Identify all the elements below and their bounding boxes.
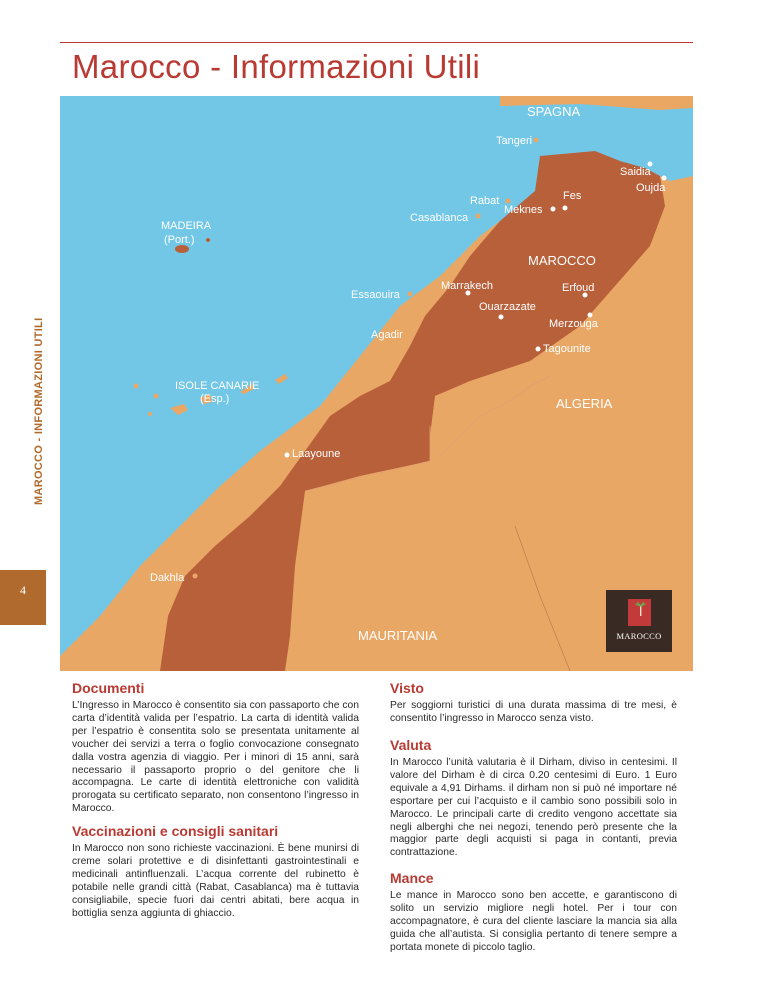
map-label-canarie-note: (Esp.) [200,393,230,405]
map-label-tagounite: Tagounite [543,343,591,355]
page-number: 4 [20,583,26,597]
section-text-documenti: L’Ingresso in Marocco è consentito sia con passaporto che con carta d’identità valida per l’espatrio. La carta di identità valida per l’espatrio è consentita solo se presentata unitamente al voucher dei servizi a terra o foglio convocazione consegnato dalla vostra agenzia di viaggio. Per i minori di 15 anni, sarà necessario il passaporto proprio o del genitore che li accompagna. Le carte di identità elettroniche con validità prorogata su certificato separato, non consentono l’ingresso in Marocco. [72,700,359,815]
map-label-agadir: Agadir [371,329,403,341]
map-graphic [60,96,693,671]
map-label-madeira-note: (Port.) [164,234,195,246]
section-visto [390,680,677,726]
map-label-spain: SPAGNA [527,104,581,119]
section-text-vaccinazioni: In Marocco non sono richieste vaccinazioni. È bene munirsi di creme solari protettive e di disinfettanti gastrointestinali e medicinali antinfluenzali. L’acqua corrente del rubinetto è potabile nelle grandi città (Rabat, Casablanca) ma è tuttavia consigliabile, specie fuori dai centri abitati, bere acqua in bottiglia senza aggiunta di ghiaccio. [72,843,359,919]
marocco-logo [606,590,672,652]
logo-wordmark: MAROCCO [616,631,662,641]
map-label-marrakech: Marrakech [441,280,493,292]
page-title: Marocco - Informazioni Utili [72,48,481,85]
map-label-saidia: Saidia [620,166,651,178]
section-documenti [72,680,359,816]
side-section-label: MAROCCO - INFORMAZIONI UTILI [33,317,45,505]
section-text-visto: Per soggiorni turistici di una durata massima di tre mesi, è consentito l’ingresso in Marocco senza visto. [390,700,677,724]
map-label-algeria: ALGERIA [556,396,613,411]
map-label-rabat: Rabat [470,195,500,207]
madeira-island [175,245,189,253]
map-label-meknes: Meknes [504,204,543,216]
map-label-dakhla: Dakhla [150,572,185,584]
section-title-documenti: Documenti [72,680,145,696]
section-valuta [390,737,677,860]
map-label-laayoune: Laayoune [292,448,341,460]
section-mance [390,870,677,955]
section-title-vaccinazioni: Vaccinazioni e consigli sanitari [72,823,279,839]
map-label-morocco: MAROCCO [528,253,596,268]
map-label-ouarzazate: Ouarzazate [479,301,536,313]
map-label-canarie: ISOLE CANARIE [175,380,260,392]
map-label-casablanca: Casablanca [410,212,469,224]
map-label-erfoud: Erfoud [562,282,595,294]
section-title-valuta: Valuta [390,737,432,753]
palm-icon [635,602,646,616]
morocco-map [60,96,693,671]
map-label-oujda: Oujda [636,182,666,194]
map-label-madeira: MADEIRA [161,220,212,232]
map-label-fes: Fes [563,190,582,202]
map-label-merzouga: Merzouga [549,318,598,330]
side-band [0,96,46,994]
top-rule [60,42,693,43]
section-text-valuta: In Marocco l’unità valutaria è il Dirham, diviso in centesimi. Il valore del Dirham è di circa 0.20 centesimi di Euro. 1 Euro equivale a 4,91 Dirhams. il dirham non si può né importare né esportare per cui l’acquisto e il cambio sono possibili solo in Marocco. Le principali carte di credito vengono accettate sia negli alberghi che nei negozi, tenendo però presente che la maggior parte degli acquisti si paga in contanti, previa contrattazione. [390,757,677,859]
section-title-visto: Visto [390,680,424,696]
map-label-mauritania: MAURITANIA [358,628,438,643]
logo-emblem [628,599,651,626]
section-title-mance: Mance [390,870,434,886]
section-vaccinazioni [72,823,359,920]
map-label-tangeri: Tangeri [496,135,533,147]
map-label-essaouira: Essaouira [351,289,400,301]
section-text-mance: Le mance in Marocco sono ben accette, e garantiscono di solito un servizio migliore negli hotel. Per i tour con accompagnatore, è cura del cliente lasciare la mancia sia alla guida che all’autista. Si consiglia pertanto di tenere sempre a portata monete di piccolo taglio. [390,890,677,953]
